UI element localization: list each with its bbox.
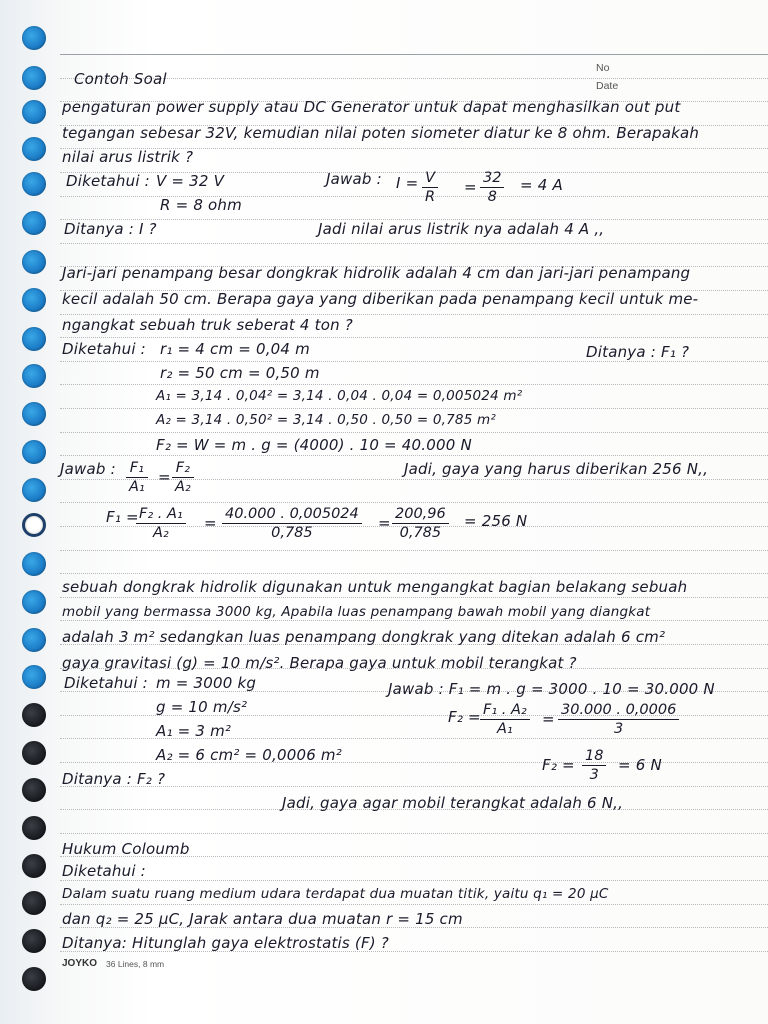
problem3-fraction-formula <box>480 702 530 737</box>
fraction-denominator: A₁ <box>129 479 145 495</box>
ruled-line <box>60 620 768 621</box>
binder-hole <box>22 402 46 426</box>
no-label: No <box>596 62 610 74</box>
ruled-line <box>60 337 768 338</box>
problem3-g: g = 10 m/s² <box>156 698 248 716</box>
problem2-f2: F₂ = W = m . g = (4000) . 10 = 40.000 N <box>156 436 472 454</box>
equals-sign: = <box>158 468 171 486</box>
problem2-conclusion: Jadi, gaya yang harus diberikan 256 N,, <box>404 460 709 478</box>
paper-spec: 36 Lines, 8 mm <box>106 959 165 969</box>
problem2-result: = 256 N <box>464 512 528 530</box>
problem2-r1: r₁ = 4 cm = 0,04 m <box>160 340 310 358</box>
binder-hole <box>22 250 46 274</box>
fraction-numerator: V <box>422 170 438 188</box>
binder-hole <box>22 137 46 161</box>
problem1-answer-i: I = <box>396 174 419 192</box>
fraction-denominator: 0,785 <box>399 525 442 541</box>
problem3-f2-lhs2: F₂ = <box>542 756 575 774</box>
problem2-r2: r₂ = 50 cm = 0,50 m <box>160 364 320 382</box>
ruled-line <box>60 384 768 385</box>
binder-hole <box>22 66 46 90</box>
problem1-fraction-values <box>480 170 504 205</box>
ruled-line <box>60 54 768 55</box>
problem3-asked: Ditanya : F₂ ? <box>62 770 166 788</box>
problem2-line1: Jari-jari penampang besar dongkrak hidrolik adalah 4 cm dan jari-jari penampang <box>62 264 691 282</box>
problem3-a1: A₁ = 3 m² <box>156 722 232 740</box>
problem3-f2-lhs: F₂ = <box>448 708 481 726</box>
binder-hole <box>22 854 46 878</box>
problem4-asked: Ditanya: Hitunglah gaya elektrostatis (F) ? <box>62 934 389 952</box>
problem1-answer-label: Jawab : <box>326 170 382 188</box>
binder-hole <box>22 891 46 915</box>
problem3-result: = 6 N <box>618 756 662 774</box>
problem1-fraction-vr <box>422 170 438 205</box>
ruled-line <box>60 314 768 315</box>
problem2-a1: A₁ = 3,14 . 0,04² = 3,14 . 0,04 . 0,04 = 0,005024 m² <box>156 388 523 404</box>
ruled-line <box>60 880 768 881</box>
binder-hole <box>22 741 46 765</box>
ruled-line <box>60 786 768 787</box>
ruled-line <box>60 455 768 456</box>
fraction-numerator: F₂ . A₁ <box>136 506 186 524</box>
fraction-denominator: A₁ <box>496 721 513 737</box>
problem2-line2: kecil adalah 50 cm. Berapa gaya yang diberikan pada penampang kecil untuk me- <box>62 290 699 308</box>
problem2-fraction-simplified <box>392 506 449 541</box>
problem2-fraction-values <box>222 506 362 541</box>
fraction-denominator: 0,785 <box>271 525 313 541</box>
binder-hole <box>22 288 46 312</box>
fraction-numerator: F₁ <box>126 460 148 478</box>
date-label: Date <box>596 80 619 92</box>
problem3-fraction-result <box>582 748 606 783</box>
fraction-denominator: A₂ <box>175 479 191 495</box>
binder-hole <box>22 665 46 689</box>
problem2-a2: A₂ = 3,14 . 0,50² = 3,14 . 0,50 . 0,50 = 0,785 m² <box>156 412 496 428</box>
problem1-line1: pengaturan power supply atau DC Generator untuk dapat menghasilkan out put <box>62 98 681 116</box>
binder-hole <box>22 172 46 196</box>
problem2-known-label: Diketahui : <box>62 340 146 358</box>
problem3-line4: gaya gravitasi (g) = 10 m/s². Berapa gaya untuk mobil terangkat ? <box>62 654 577 672</box>
ruled-line <box>60 502 768 503</box>
problem3-conclusion: Jadi, gaya agar mobil terangkat adalah 6 N,, <box>282 794 624 812</box>
equals-sign: = <box>378 514 391 532</box>
binder-hole <box>22 778 46 802</box>
binder-hole <box>22 967 46 991</box>
fraction-numerator: 32 <box>480 170 504 188</box>
ruled-line <box>60 833 768 834</box>
problem3-line3: adalah 3 m² sedangkan luas penampang dongkrak yang ditekan adalah 6 cm² <box>62 628 666 646</box>
brand-logo: JOYKO <box>62 958 98 969</box>
binder-hole <box>22 929 46 953</box>
binder-hole <box>22 628 46 652</box>
binder-hole <box>22 364 46 388</box>
ruled-line <box>60 243 768 244</box>
fraction-denominator: A₂ <box>152 525 169 541</box>
problem1-known-r: R = 8 ohm <box>160 196 242 214</box>
binder-hole <box>22 590 46 614</box>
problem2-calc-lhs: F₁ = <box>106 508 139 526</box>
fraction-numerator: 30.000 . 0,0006 <box>558 702 679 720</box>
problem1-line2: tegangan sebesar 32V, kemudian nilai poten siometer diatur ke 8 ohm. Berapakah <box>62 124 700 142</box>
ruled-line <box>60 597 768 598</box>
problem2-fraction-formula <box>136 506 186 541</box>
fraction-denominator: 3 <box>614 721 624 737</box>
problem1-line3: nilai arus listrik ? <box>62 148 194 166</box>
ruled-line <box>60 573 768 574</box>
problem3-fraction-values <box>558 702 679 737</box>
binder-hole <box>22 703 46 727</box>
fraction-numerator: F₁ . A₂ <box>480 702 530 720</box>
fraction-numerator: F₂ <box>172 460 194 478</box>
binder-holes <box>0 0 60 1024</box>
binder-hole <box>22 327 46 351</box>
fraction-denominator: R <box>425 189 436 205</box>
binder-hole <box>22 26 46 50</box>
binder-ring <box>22 513 46 537</box>
fraction-denominator: 3 <box>589 767 599 783</box>
fraction-numerator: 18 <box>582 748 606 766</box>
binder-hole <box>22 552 46 576</box>
binder-hole <box>22 100 46 124</box>
ruled-line <box>60 432 768 433</box>
problem1-result: = 4 A <box>520 176 563 194</box>
binder-hole <box>22 816 46 840</box>
problem1-asked: Ditanya : I ? <box>64 220 157 238</box>
problem3-a2: A₂ = 6 cm² = 0,0006 m² <box>156 746 342 764</box>
problem3-m: m = 3000 kg <box>156 674 257 692</box>
problem1-known-label: Diketahui : <box>66 172 150 190</box>
problem2-fraction-f2a2 <box>172 460 194 495</box>
problem4-title: Hukum Coloumb <box>62 840 190 858</box>
ruled-line <box>60 904 768 905</box>
problem2-fraction-f1a1 <box>126 460 148 495</box>
problem4-line2: dan q₂ = 25 μC, Jarak antara dua muatan r = 15 cm <box>62 910 463 928</box>
problem1-known-v: V = 32 V <box>156 172 225 190</box>
problem3-line2: mobil yang bermassa 3000 kg, Apabila luas penampang bawah mobil yang diangkat <box>62 604 651 620</box>
ruled-line <box>60 550 768 551</box>
binder-hole <box>22 211 46 235</box>
problem3-answer-line: Jawab : F₁ = m . g = 3000 . 10 = 30.000 N <box>388 680 715 698</box>
ruled-line <box>60 408 768 409</box>
problem4-known-label: Diketahui : <box>62 862 146 880</box>
fraction-numerator: 200,96 <box>392 506 449 524</box>
problem1-conclusion: Jadi nilai arus listrik nya adalah 4 A ,, <box>318 220 605 238</box>
problem2-answer-label: Jawab : <box>60 460 116 478</box>
equals-sign: = <box>204 514 217 532</box>
fraction-denominator: 8 <box>487 189 497 205</box>
problem2-asked: Ditanya : F₁ ? <box>586 343 690 361</box>
problem3-known-label: Diketahui : <box>64 674 148 692</box>
problem4-line1: Dalam suatu ruang medium udara terdapat dua muatan titik, yaitu q₁ = 20 μC <box>62 886 609 902</box>
equals-sign: = <box>542 710 555 728</box>
equals-sign: = <box>464 178 477 196</box>
problem3-line1: sebuah dongkrak hidrolik digunakan untuk mengangkat bagian belakang sebuah <box>62 578 688 596</box>
page-title: Contoh Soal <box>74 70 167 88</box>
binder-hole <box>22 478 46 502</box>
problem2-line3: ngangkat sebuah truk seberat 4 ton ? <box>62 316 353 334</box>
fraction-numerator: 40.000 . 0,005024 <box>222 506 362 524</box>
binder-hole <box>22 440 46 464</box>
